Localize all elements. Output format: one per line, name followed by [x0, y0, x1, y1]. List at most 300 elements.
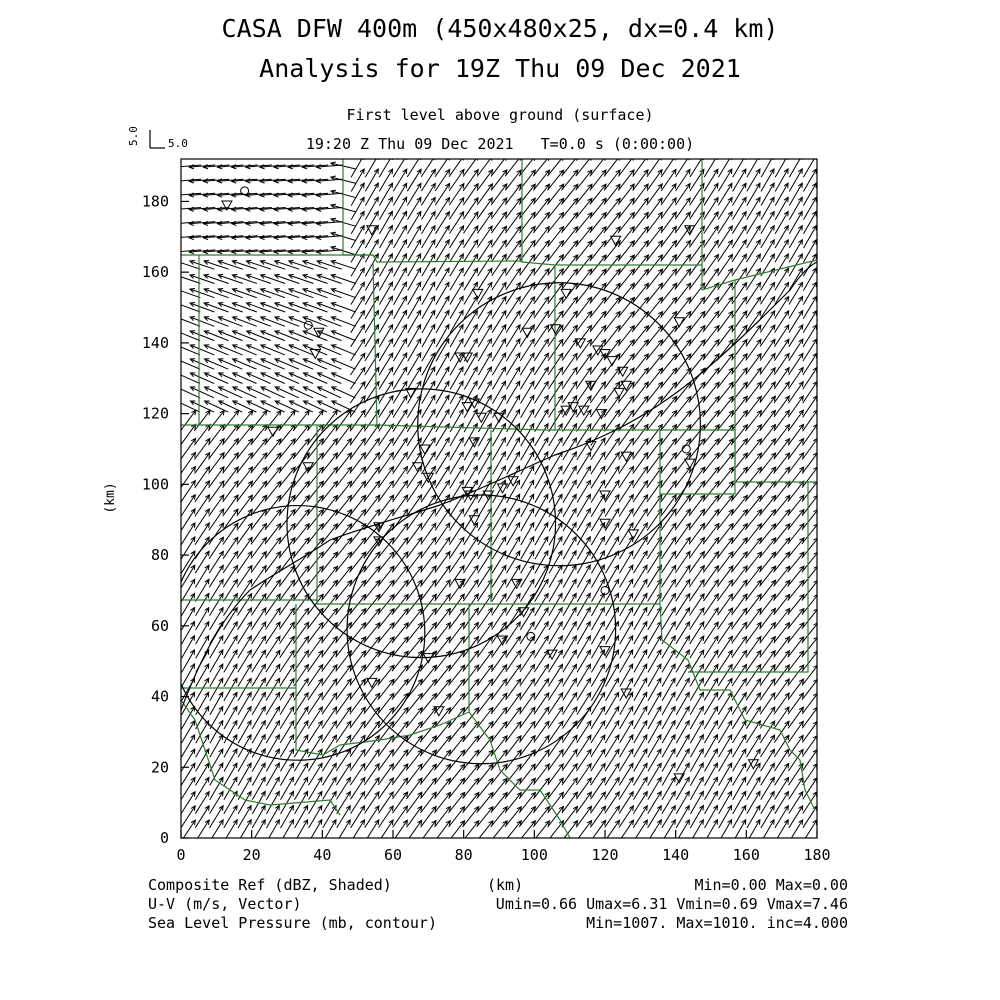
wind-vector: [549, 565, 562, 587]
wind-vector: [690, 777, 703, 800]
wind-vector: [775, 268, 789, 290]
wind-vector: [351, 806, 365, 828]
wind-vector: [705, 763, 718, 786]
wind-vector: [577, 721, 591, 743]
wind-vector: [422, 268, 435, 291]
wind-vector: [365, 183, 378, 206]
wind-vector: [275, 373, 299, 384]
wind-vector: [704, 707, 717, 729]
wind-vector: [620, 707, 633, 729]
wind-vector: [520, 367, 534, 389]
wind-vector: [379, 155, 392, 177]
wind-vector: [662, 580, 676, 602]
wind-vector: [492, 311, 506, 333]
wind-vector: [563, 523, 576, 546]
wind-vector: [732, 693, 746, 715]
wind-vector: [775, 778, 789, 800]
wind-vector: [789, 169, 802, 192]
wind-vector: [634, 608, 647, 631]
wind-vector: [365, 339, 379, 361]
wind-vector: [577, 565, 590, 588]
wind-vector: [238, 721, 251, 744]
wind-vector: [393, 410, 407, 432]
wind-vector: [323, 806, 336, 828]
wind-vector: [379, 169, 392, 191]
wind-vector: [620, 692, 633, 714]
wind-vector: [478, 424, 491, 447]
wind-vector: [195, 579, 209, 601]
wind-vector: [577, 608, 590, 631]
wind-vector: [393, 183, 406, 205]
wind-vector: [436, 438, 450, 460]
wind-vector: [676, 735, 689, 758]
wind-vector: [747, 763, 760, 785]
wind-vector: [648, 763, 661, 785]
wind-vector: [633, 792, 647, 814]
wind-vector: [181, 792, 195, 814]
wind-vector: [747, 735, 761, 757]
wind-vector: [435, 184, 449, 206]
wind-vector: [280, 721, 294, 743]
wind-vector: [176, 359, 200, 369]
wind-vector: [204, 345, 228, 355]
wind-vector: [232, 260, 257, 269]
wind-vector: [318, 387, 342, 398]
wind-vector: [521, 395, 534, 417]
wind-vector: [238, 650, 252, 672]
wind-vector: [747, 169, 760, 191]
wind-vector: [275, 274, 300, 283]
wind-vector: [620, 608, 633, 631]
wind-vector: [718, 183, 732, 205]
wind-vector: [408, 353, 421, 375]
wind-vector: [563, 608, 576, 631]
wind-vector: [408, 197, 421, 219]
wind-vector: [634, 551, 648, 573]
wind-vector: [478, 381, 491, 404]
wind-vector: [365, 211, 378, 234]
wind-vector: [436, 367, 449, 390]
wind-vector: [718, 198, 732, 220]
wind-vector: [633, 509, 647, 531]
wind-vector: [209, 565, 223, 587]
wind-vector: [733, 183, 747, 205]
wind-vector: [238, 791, 251, 814]
wind-vector: [577, 509, 590, 531]
wind-vector: [351, 254, 364, 276]
y-tick-label: 100: [141, 475, 169, 494]
wind-vector: [761, 806, 774, 828]
wind-vector: [733, 806, 746, 829]
wind-vector: [633, 806, 647, 828]
wind-vector: [247, 359, 271, 369]
wind-vector: [506, 311, 520, 333]
wind-vector: [662, 594, 676, 616]
wind-vector: [563, 579, 576, 602]
wind-vector: [176, 331, 200, 341]
wind-vector: [704, 155, 718, 177]
wind-vector: [619, 763, 633, 785]
wind-vector: [190, 260, 215, 269]
wind-vector: [577, 579, 590, 602]
wind-vector: [520, 636, 534, 658]
wind-vector: [606, 622, 619, 645]
wind-vector: [309, 820, 322, 843]
wind-vector: [176, 303, 200, 313]
wind-vector: [662, 735, 675, 758]
wind-vector: [605, 551, 618, 573]
wind-vector: [591, 664, 604, 686]
wind-vector: [303, 274, 328, 283]
wind-vector: [789, 792, 803, 814]
wind-vector: [605, 523, 619, 545]
wind-vector: [436, 395, 449, 418]
wind-vector: [733, 749, 746, 771]
wind-vector: [393, 424, 407, 446]
wind-vector: [676, 608, 690, 630]
wind-vector: [379, 183, 392, 205]
wind-vector: [205, 401, 229, 412]
wind-vector: [732, 226, 746, 248]
wind-vector: [789, 226, 802, 248]
wind-vector: [535, 494, 548, 517]
wind-vector: [252, 693, 265, 715]
wind-vector: [803, 792, 817, 814]
wind-vector: [478, 268, 492, 290]
wind-vector: [704, 169, 718, 191]
wind-vector: [506, 353, 520, 375]
wind-vector: [295, 763, 308, 785]
wind-vector: [803, 183, 816, 206]
wind-vector: [803, 353, 817, 375]
wind-vector: [266, 721, 279, 743]
wind-vector: [436, 452, 450, 474]
wind-vector: [247, 317, 271, 327]
wind-vector: [718, 650, 732, 672]
wind-vector: [549, 636, 563, 658]
wind-vector: [705, 806, 718, 829]
wind-vector: [450, 240, 464, 262]
wind-vector: [563, 636, 576, 658]
wind-vector: [238, 763, 251, 786]
wind-vector: [351, 353, 365, 375]
wind-vector: [210, 594, 224, 616]
wind-vector: [304, 401, 328, 412]
valid-time-label: 19:20 Z Thu 09 Dec 2021 T=0.0 s (0:00:00): [305, 135, 695, 153]
wind-vector: [478, 551, 492, 573]
station-marker: [462, 353, 472, 362]
wind-vector: [803, 367, 817, 389]
wind-vector: [761, 197, 774, 219]
wind-vector: [289, 289, 314, 298]
wind-vector: [775, 297, 789, 319]
wind-vector: [662, 749, 675, 772]
wind-vector: [450, 466, 464, 488]
wind-vector: [182, 636, 195, 659]
circle-marker: [682, 445, 690, 453]
wind-vector: [303, 387, 327, 398]
wind-vector: [408, 268, 421, 291]
station-markers: [222, 187, 759, 783]
wind-vector: [379, 296, 392, 319]
wind-vector: [747, 791, 760, 813]
wind-vector: [746, 254, 760, 276]
wind-vector: [422, 240, 435, 262]
wind-vector: [280, 693, 294, 715]
wind-vector: [563, 622, 576, 644]
wind-vector: [210, 749, 223, 771]
wind-vector: [422, 296, 435, 319]
wind-vector: [690, 707, 703, 730]
wind-vector: [690, 763, 703, 786]
wind-vector: [648, 749, 661, 771]
wind-vector: [747, 212, 761, 234]
wind-vector: [281, 777, 294, 800]
wind-vector: [289, 260, 314, 269]
wind-vector: [761, 749, 775, 771]
wind-vector: [464, 325, 477, 347]
wind-vector: [190, 303, 214, 313]
wind-vector: [563, 494, 576, 516]
wind-vector: [422, 339, 435, 362]
wind-vector: [662, 777, 675, 799]
wind-vector: [478, 466, 491, 488]
y-axis-label: (km): [103, 482, 118, 514]
wind-vector: [331, 260, 356, 269]
y-tick-label: 80: [150, 546, 169, 565]
wind-vector: [620, 551, 633, 573]
wind-vector: [705, 749, 718, 772]
wind-vector: [705, 735, 718, 758]
wind-vector: [648, 608, 661, 630]
wind-vector: [521, 381, 535, 403]
wind-vector: [266, 806, 279, 829]
wind-vector: [204, 274, 229, 283]
wind-vector: [289, 373, 313, 384]
wind-vector: [351, 240, 364, 263]
wind-vector: [332, 401, 356, 412]
wind-vector: [275, 303, 299, 313]
wind-vector: [464, 452, 477, 474]
wind-vector: [436, 268, 449, 290]
wind-vector: [789, 325, 803, 347]
wind-vector: [422, 282, 435, 305]
wind-vector: [690, 636, 704, 658]
wind-vector: [803, 240, 816, 263]
wind-vector: [464, 240, 478, 262]
wind-vector: [605, 778, 619, 800]
wind-vector: [492, 565, 506, 587]
wind-vector: [605, 495, 619, 517]
wind-vector: [718, 664, 732, 686]
wind-vector: [408, 282, 421, 305]
wind-vector: [238, 622, 252, 644]
wind-vector: [182, 622, 195, 645]
wind-vector: [351, 282, 364, 304]
y-tick-label: 160: [141, 263, 169, 282]
wind-vector: [351, 820, 365, 842]
wind-vector: [549, 622, 563, 644]
wind-vector: [190, 317, 214, 327]
wind-vector: [591, 749, 605, 771]
wind-vector: [289, 274, 314, 283]
wind-vector: [718, 169, 732, 191]
wind-vector: [224, 692, 237, 715]
wind-vector: [393, 169, 407, 191]
wind-vector: [648, 692, 661, 715]
wind-vector: [238, 707, 251, 730]
wind-vector: [606, 678, 619, 700]
wind-vector: [521, 480, 534, 503]
wind-vector: [252, 608, 266, 630]
wind-vector: [506, 551, 520, 573]
wind-vector: [507, 395, 520, 418]
wind-vector: [247, 331, 271, 341]
wind-vector: [176, 317, 200, 327]
wind-vector: [450, 480, 464, 502]
wind-vector: [492, 580, 506, 602]
wind-vector: [521, 494, 534, 517]
wind-vector: [563, 664, 577, 686]
wind-vector: [619, 495, 633, 517]
wind-vector: [478, 325, 491, 347]
wind-vector: [266, 693, 280, 715]
wind-vector: [747, 806, 760, 828]
wind-vector: [181, 509, 195, 531]
wind-vector: [266, 763, 279, 786]
wind-vector: [803, 169, 816, 192]
wind-vector: [450, 367, 463, 390]
wind-vector: [182, 608, 195, 631]
wind-vector: [747, 155, 760, 178]
wind-vector: [218, 289, 243, 298]
wind-vector: [563, 650, 577, 672]
wind-vector: [224, 749, 237, 772]
wind-vector: [718, 707, 732, 729]
wind-vector: [478, 353, 491, 375]
wind-vector: [380, 226, 393, 249]
wind-vector: [351, 792, 365, 814]
wind-vector: [309, 792, 322, 814]
chart-title: CASA DFW 400m (450x480x25, dx=0.4 km): [221, 14, 779, 43]
wind-vector: [331, 289, 356, 298]
wind-vector: [408, 367, 421, 389]
wind-vector: [323, 792, 337, 814]
wind-vector: [331, 317, 355, 327]
wind-vector: [535, 410, 548, 432]
wind-vector: [224, 664, 237, 686]
wind-vector: [224, 763, 237, 786]
wind-vector: [591, 622, 604, 645]
wind-vector: [210, 664, 223, 687]
wind-vector: [577, 650, 590, 672]
wind-vector: [775, 183, 788, 206]
wind-vector: [676, 721, 689, 744]
wind-vector: [450, 438, 463, 460]
wind-vector: [493, 381, 506, 403]
wind-vector: [351, 325, 365, 347]
wind-vector: [289, 359, 313, 369]
wind-vector: [761, 183, 774, 206]
wind-vector: [605, 749, 619, 771]
wind-vector: [648, 721, 661, 744]
wind-vector: [761, 777, 775, 799]
wind-vector: [676, 749, 689, 772]
wind-vector: [210, 763, 223, 785]
wind-vector: [747, 183, 760, 205]
wind-vector: [719, 749, 732, 771]
wind-vector: [563, 480, 576, 502]
wind-vector: [676, 594, 690, 616]
wind-vector: [450, 325, 463, 348]
reference-vector-key: [127, 126, 188, 150]
wind-vector: [648, 792, 662, 814]
wind-vector: [261, 303, 285, 313]
wind-vector: [591, 721, 605, 743]
wind-vector: [761, 155, 774, 178]
wind-vector: [408, 296, 421, 319]
wind-vector: [492, 509, 505, 531]
wind-vector: [218, 331, 242, 341]
wind-vector: [380, 254, 393, 277]
wind-vector: [436, 339, 449, 362]
wind-vector: [563, 424, 577, 446]
wind-vector: [592, 579, 605, 602]
wind-vector: [181, 778, 195, 800]
wind-vector: [676, 678, 689, 700]
wind-vector: [506, 565, 520, 587]
wind-vector: [436, 254, 449, 276]
wind-vector: [733, 777, 746, 799]
wind-vector: [591, 565, 604, 588]
wind-vector: [733, 735, 747, 757]
wind-vector: [535, 438, 548, 460]
wind-vector: [436, 226, 450, 248]
wind-vector: [549, 664, 563, 686]
wind-vector: [761, 735, 775, 757]
wind-vector: [478, 311, 492, 333]
wind-vector: [592, 608, 605, 631]
wind-vector: [478, 395, 491, 418]
wind-vector: [252, 820, 265, 843]
wind-vector: [521, 565, 534, 587]
wind-vector: [218, 260, 243, 269]
wind-vector: [196, 678, 209, 701]
wind-vector: [662, 721, 675, 744]
wind-vector: [266, 791, 279, 814]
wind-vector: [176, 387, 200, 398]
wind-vector: [408, 339, 421, 362]
wind-vector: [690, 806, 703, 829]
wind-vector: [775, 763, 789, 785]
wind-vector: [331, 303, 355, 313]
x-tick-label: 40: [313, 846, 332, 864]
wind-vector: [662, 622, 675, 644]
wind-vector: [252, 678, 266, 700]
wind-vector: [535, 381, 549, 403]
wind-vector: [351, 183, 364, 206]
wind-vector: [520, 339, 534, 361]
wind-vector: [176, 401, 200, 412]
wind-vector: [648, 820, 662, 842]
wind-vector: [336, 763, 350, 785]
wind-vector: [289, 331, 313, 341]
wind-vector: [379, 325, 392, 347]
level-label: First level above ground (surface): [346, 106, 654, 124]
wind-vector: [676, 650, 689, 672]
wind-vector: [331, 274, 356, 283]
wind-vector: [309, 763, 323, 785]
